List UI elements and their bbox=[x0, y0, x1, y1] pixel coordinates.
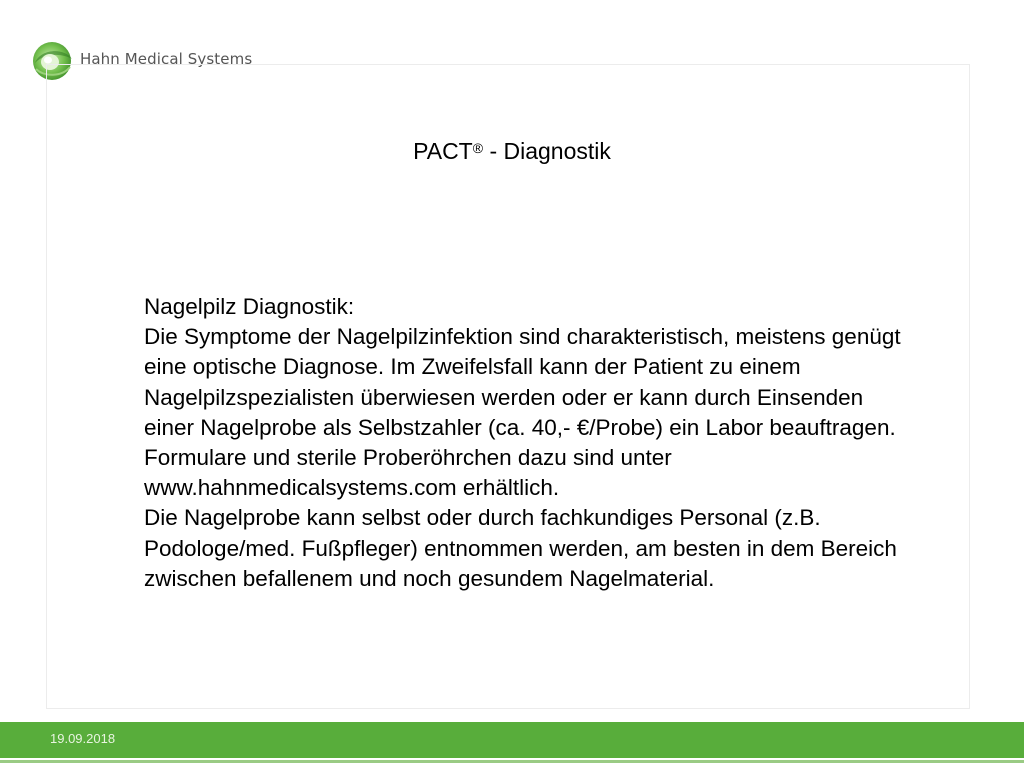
body-paragraph: Die Symptome der Nagelpilzinfektion sind charakteristisch, meistens genügt eine optische Diagnose. Im Zweifelsfall kann der Patient zu einem Nagelpilzspezialisten überwiesen werden oder er kann durch Einsenden einer Nagelprobe als Selbstzahler (ca. 40,- €/Probe) ein Labor beauftragen. Formulare und sterile Proberöhrchen dazu sind unter www.hahnmedicalsystems.com erhältlich. bbox=[144, 324, 901, 501]
body-text bbox=[144, 292, 904, 594]
company-name: Hahn Medical Systems bbox=[80, 50, 253, 68]
footer-date: 19.09.2018 bbox=[50, 731, 116, 746]
title-rest: - Diagnostik bbox=[483, 138, 611, 164]
footer-bar bbox=[0, 722, 1024, 758]
body-heading: Nagelpilz Diagnostik: bbox=[144, 294, 355, 319]
registered-mark: ® bbox=[472, 140, 484, 156]
footer-divider bbox=[0, 760, 1024, 763]
body-paragraph: Die Nagelprobe kann selbst oder durch fachkundiges Personal (z.B. Podologe/med. Fußpfleger) entnommen werden, am besten in dem Bereich zwischen befallenem und noch gesundem Nagelmaterial. bbox=[144, 505, 897, 591]
slide-title bbox=[0, 134, 1024, 165]
title-main: PACT bbox=[413, 138, 473, 164]
